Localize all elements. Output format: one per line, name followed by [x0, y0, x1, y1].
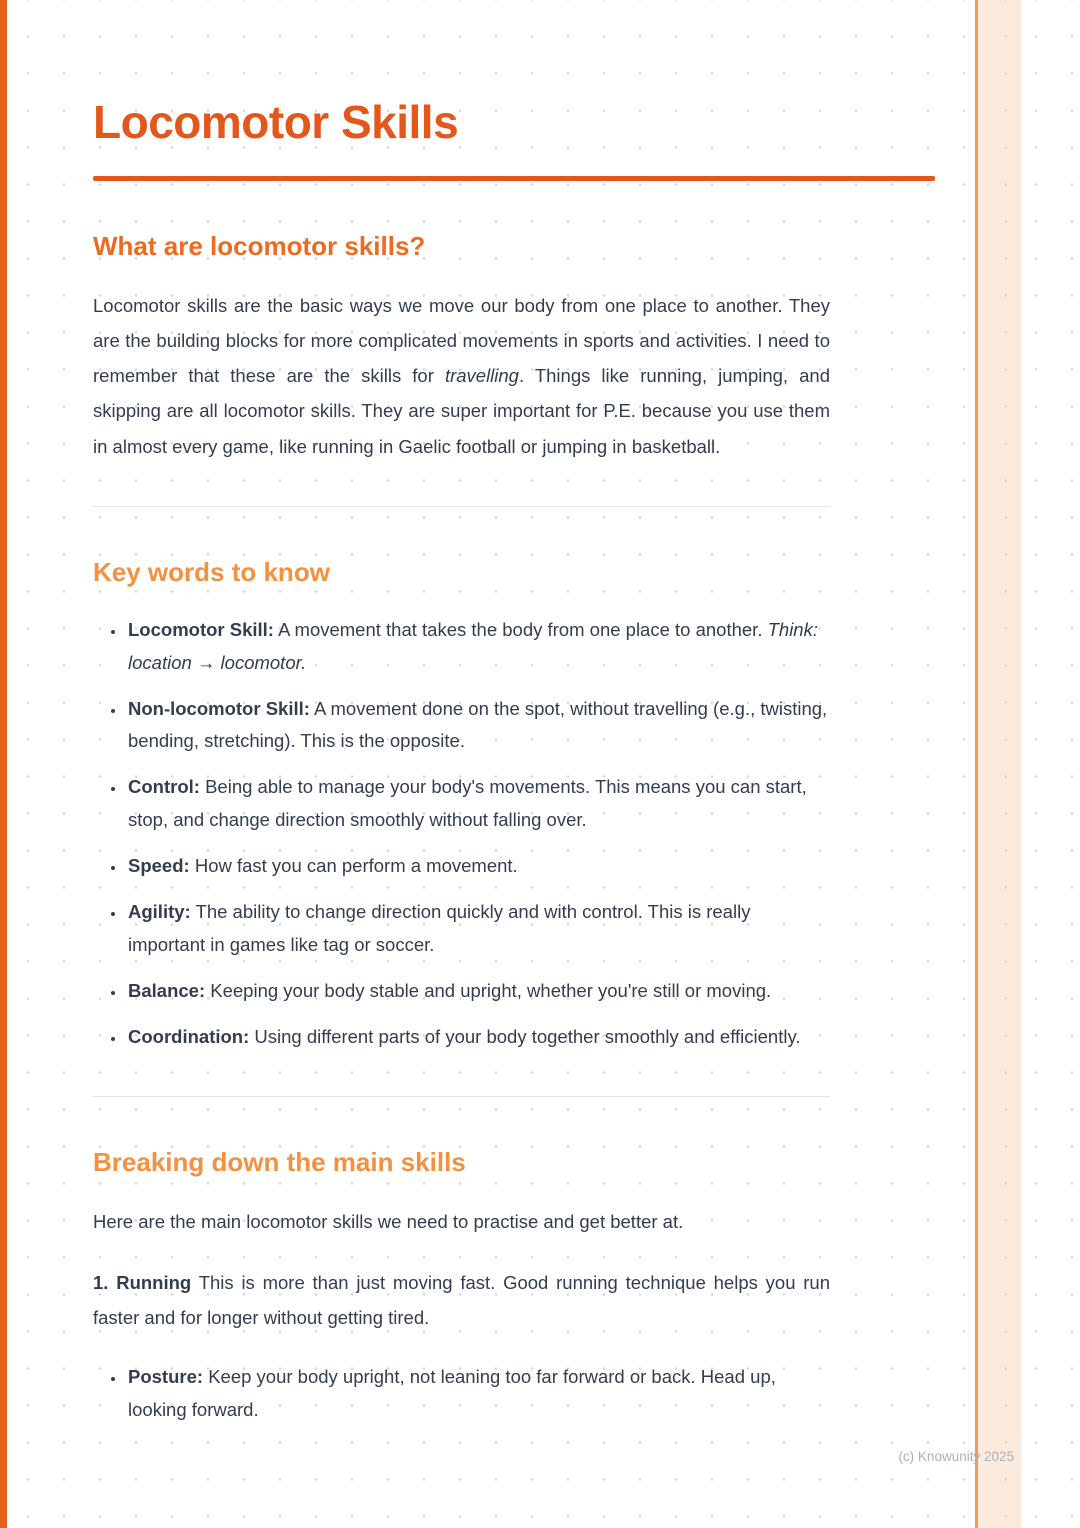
document-page	[93, 0, 830, 1440]
list-item	[126, 771, 830, 837]
keyword-term: Locomotor Skill:	[128, 618, 274, 640]
footer-credit: (c) Knowunity 2025	[898, 1449, 1014, 1464]
keyword-text: The ability to change direction quickly and with control. This is really important in games like tag or soccer.	[128, 901, 751, 956]
tip-text: Keep your body upright, not leaning too far forward or back. Head up, looking forward.	[128, 1366, 776, 1421]
keyword-term: Balance:	[128, 980, 206, 1001]
divider	[93, 506, 830, 507]
right-margin-band	[975, 0, 1021, 1528]
keywords-list	[93, 614, 830, 1054]
keyword-text: How fast you can perform a movement.	[194, 855, 518, 877]
list-item	[126, 850, 830, 883]
running-term: 1. Running	[93, 1271, 192, 1293]
section-heading-what: What are locomotor skills?	[93, 231, 426, 261]
list-item	[126, 896, 830, 962]
keyword-text: Using different parts of your body together smoothly and efficiently.	[254, 1025, 801, 1047]
keyword-text: A movement that takes the body from one place to another.	[278, 618, 763, 640]
intro-paragraph-part1: Locomotor skills are the basic ways we move our body from one place to another. They are the building blocks for more complicated movements in sports and activities. I need to remember that these are the skills for	[93, 295, 830, 387]
list-item	[126, 693, 830, 759]
keyword-term: Non-locomotor Skill:	[128, 697, 310, 719]
intro-paragraph-part2: . Things like running, jumping, and skipping are all locomotor skills. They are super important for P.E. because you use them in almost every game, like running in Gaelic football or jumping in basketball.	[93, 365, 830, 457]
page-title: Locomotor Skills	[93, 96, 459, 148]
keyword-text: Being able to manage your body's movements. This means you can start, stop, and change direction smoothly without falling over.	[128, 776, 807, 831]
running-paragraph	[93, 1265, 830, 1335]
keyword-term: Agility:	[128, 901, 191, 923]
list-item	[126, 975, 830, 1008]
keyword-term: Control:	[128, 776, 200, 798]
list-item	[126, 614, 830, 680]
keyword-term: Coordination:	[128, 1025, 250, 1047]
tip-term: Posture:	[128, 1366, 204, 1388]
divider	[93, 1096, 830, 1097]
breakdown-intro: Here are the main locomotor skills we need to practise and get better at.	[93, 1210, 684, 1232]
keyword-text: Keeping your body stable and upright, whether you're still or moving.	[210, 980, 772, 1001]
running-text: This is more than just moving fast. Good running technique helps you run faster and for longer without getting tired.	[93, 1271, 831, 1329]
left-accent-stripe	[0, 0, 7, 1528]
section-heading-keywords: Key words to know	[93, 556, 330, 587]
intro-paragraph	[93, 288, 830, 464]
running-tips-list	[93, 1361, 830, 1427]
title-rule	[93, 176, 935, 181]
list-item	[126, 1361, 830, 1427]
section-heading-breakdown: Breaking down the main skills	[93, 1146, 466, 1177]
keyword-term: Speed:	[128, 855, 190, 877]
list-item	[126, 1021, 830, 1054]
keyword-note: Think: location → locomotor.	[128, 618, 818, 673]
intro-paragraph-italic: travelling	[444, 365, 519, 387]
keyword-text: A movement done on the spot, without travelling (e.g., twisting, bending, stretching). This is the opposite.	[128, 697, 828, 752]
